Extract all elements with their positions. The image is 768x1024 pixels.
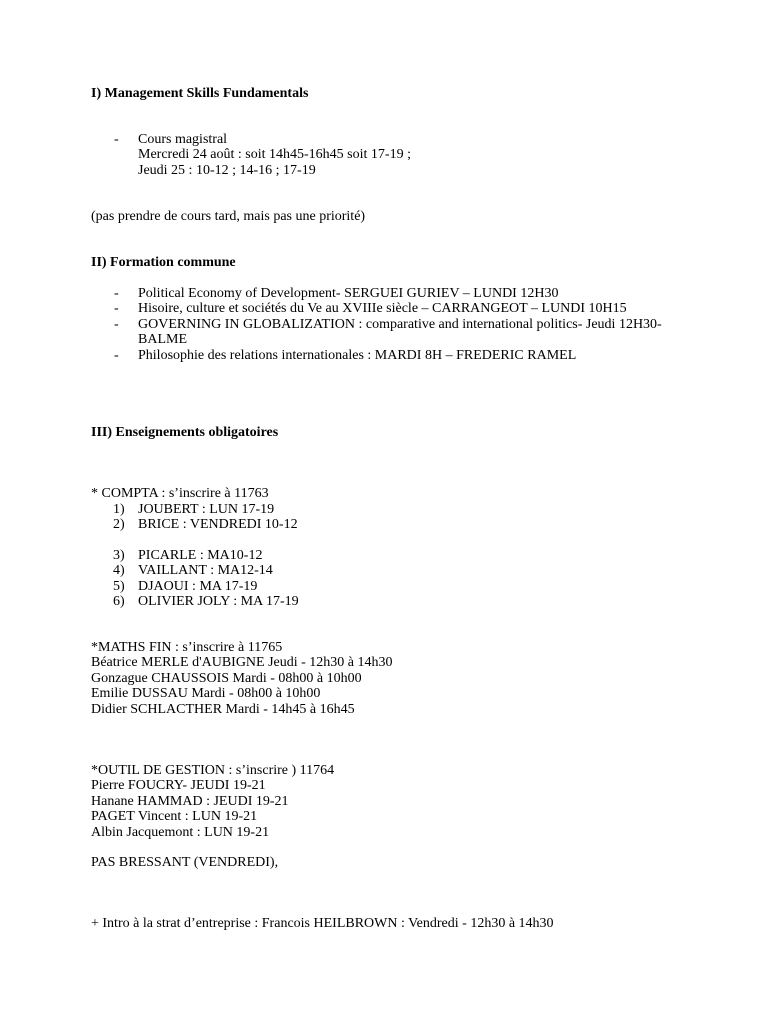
list-item-text: Philosophie des relations internationales : MARDI 8H – FREDERIC RAMEL (138, 347, 577, 363)
maths-block (91, 640, 708, 717)
list-number: 1) (113, 502, 125, 517)
compta-list-b (91, 548, 708, 610)
list-item-text: DJAOUI : MA 17-19 (138, 578, 258, 594)
list-number: 5) (113, 578, 125, 594)
intro-strat-line: + Intro à la strat d’entreprise : Francois HEILBROWN : Vendredi - 12h30 à 14h30 (91, 916, 554, 931)
list-marker: - (114, 301, 119, 317)
list-item (91, 132, 708, 147)
list-item (91, 594, 708, 609)
list-item (91, 579, 708, 594)
list-item-continuation (91, 163, 708, 178)
list-item (91, 286, 708, 301)
list-marker: - (114, 132, 119, 147)
list-item-text: Political Economy of Development- SERGUEI GURIEV – LUNDI 12H30 (138, 286, 559, 301)
list-number: 6) (113, 594, 125, 610)
outil-note: PAS BRESSANT (VENDREDI), (91, 855, 279, 870)
list-item-text: Cours magistral (138, 132, 228, 147)
compta-list-a (91, 502, 708, 533)
list-item (91, 348, 708, 363)
schedule-line: Gonzague CHAUSSOIS Mardi - 08h00 à 10h00 (91, 670, 362, 686)
list-item (91, 548, 708, 563)
list-marker: - (114, 347, 119, 363)
list-item-text: GOVERNING IN GLOBALIZATION : comparative and international politics- Jeudi 12H30- (138, 316, 662, 332)
section-2-list (91, 286, 708, 363)
schedule-line: Béatrice MERLE d'AUBIGNE Jeudi - 12h30 à 14h30 (91, 655, 393, 671)
list-item-text: BRICE : VENDREDI 10-12 (138, 517, 298, 533)
list-number: 4) (113, 563, 125, 579)
list-item (91, 563, 708, 578)
list-item-text: BALME (138, 332, 187, 348)
section-2-heading: II) Formation commune (91, 255, 236, 270)
schedule-line: Albin Jacquemont : LUN 19-21 (91, 824, 270, 840)
list-number: 3) (113, 548, 125, 563)
list-item-continuation (91, 147, 708, 162)
compta-title: * COMPTA : s’inscrire à 11763 (91, 486, 269, 501)
list-item (91, 502, 708, 517)
list-marker: - (114, 286, 119, 301)
list-item (91, 301, 708, 316)
outil-block (91, 763, 708, 840)
schedule-line: Emilie DUSSAU Mardi - 08h00 à 10h00 (91, 686, 321, 702)
maths-title: *MATHS FIN : s’inscrire à 11765 (91, 640, 283, 655)
schedule-line: Hanane HAMMAD : JEUDI 19-21 (91, 793, 289, 809)
list-item-text: Jeudi 25 : 10-12 ; 14-16 ; 17-19 (138, 162, 316, 178)
schedule-line: Pierre FOUCRY- JEUDI 19-21 (91, 778, 266, 794)
list-number: 2) (113, 517, 125, 533)
schedule-line: PAGET Vincent : LUN 19-21 (91, 809, 258, 825)
section-1-list (91, 132, 708, 178)
list-item-text: OLIVIER JOLY : MA 17-19 (138, 594, 299, 610)
list-item-text: Hisoire, culture et sociétés du Ve au XVIIIe siècle – CARRANGEOT – LUNDI 10H15 (138, 301, 627, 317)
list-item-text: PICARLE : MA10-12 (138, 548, 263, 563)
list-item (91, 517, 708, 532)
list-marker: - (114, 316, 119, 332)
list-item-text: Mercredi 24 août : soit 14h45-16h45 soit 17-19 ; (138, 147, 411, 163)
outil-title: *OUTIL DE GESTION : s’inscrire ) 11764 (91, 763, 335, 778)
section-1-note: (pas prendre de cours tard, mais pas une priorité) (91, 209, 366, 224)
section-1-heading: I) Management Skills Fundamentals (91, 86, 309, 101)
schedule-line: Didier SCHLACTHER Mardi - 14h45 à 16h45 (91, 701, 355, 717)
list-item (91, 317, 708, 332)
list-item-text: VAILLANT : MA12-14 (138, 563, 273, 579)
section-3-heading: III) Enseignements obligatoires (91, 425, 279, 440)
list-item-continuation (91, 332, 708, 347)
list-item-text: JOUBERT : LUN 17-19 (138, 502, 275, 517)
